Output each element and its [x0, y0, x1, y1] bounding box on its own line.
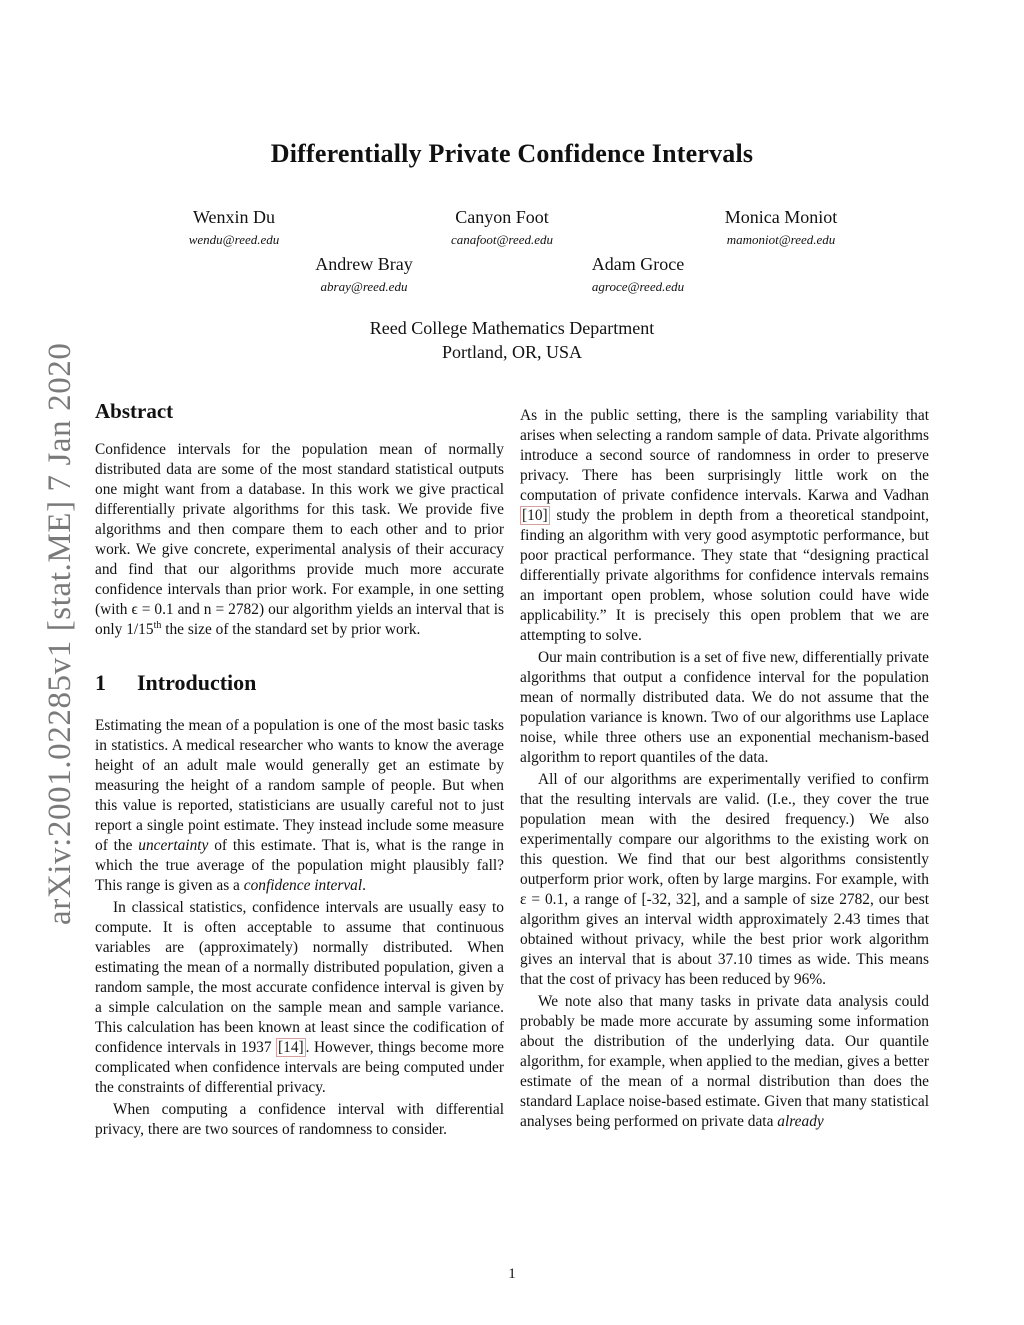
- emphasis: already: [777, 1113, 824, 1130]
- text-part: . However, things become more complicated when confidence intervals are being computed under the constraints of differential privacy.: [95, 1039, 504, 1096]
- text-part: .: [362, 877, 366, 894]
- text-part: In classical statistics, confidence intervals are usually easy to compute. It is often acceptable to assume that continuous variables are (approximately) normally distributed. When estimating the mean of a normally distributed population, given a random sample, the most accurate confidence interval is given by a simple calculation on the sample mean and sample variance. This calculation has been known at least since the codification of confidence intervals in 1937: [95, 899, 504, 1056]
- body-paragraph: All of our algorithms are experimentally verified to confirm that the resulting intervals are valid. (I.e., they cover the true population mean with the desired frequency.) We also experimentally compare our algorithms to the existing work on this question. We find that our best algorithms consistently outperform prior work, often by large margins. For example, with ε = 0.1, a range of [-32, 32], and a sample of size 2782, our best algorithm gives an interval width approximately 2.43 times that obtained without privacy, while the best prior work algorithm gives an interval that is about 37.10 times as wide. This means that the cost of privacy has been reduced by 96%.: [520, 771, 929, 988]
- author-email: wendu@reed.edu: [188, 232, 280, 247]
- intro-paragraph: [95, 716, 504, 896]
- citation-link[interactable]: [10]: [522, 507, 548, 524]
- abstract-text-part: the size of the standard set by prior work.: [161, 621, 421, 638]
- abstract-text-part: ) our algorithm yields an interval that is only 1/15: [95, 601, 504, 638]
- author-email: agroce@reed.edu: [591, 279, 685, 294]
- author-block: [289, 253, 439, 295]
- abstract-superscript: th: [153, 619, 162, 631]
- abstract-text: [95, 440, 504, 640]
- affiliation: [0, 316, 1024, 364]
- section-heading-introduction: [95, 670, 504, 696]
- author-email: mamoniot@reed.edu: [726, 232, 836, 247]
- author-block: [563, 253, 713, 295]
- author-name: Canyon Foot: [455, 207, 549, 227]
- text-part: We note also that many tasks in private data analysis could probably be made more accurate by assuming some information about the distribution of the underlying data. Our quantile algorithm, for example, when applied to the median, gives a better estimate of the mean of a normal distribution than does the standard Laplace noise-based estimate. Given that many statistical analyses being performed on private data: [520, 993, 930, 1130]
- intro-paragraph: [95, 898, 504, 1098]
- text-part: Estimating the mean of a population is one of the most basic tasks in statistics. A medical researcher who wants to know the average height of an adult male would generally get an estimate by measuring the height of a random sample of people. But when this value is reported, statisticians are usually careful not to just report a single point estimate. They instead include some measure of the: [95, 717, 504, 854]
- author-email: canafoot@reed.edu: [450, 232, 554, 247]
- author-block: [696, 206, 866, 248]
- abstract-heading: Abstract: [95, 399, 174, 423]
- page-number: 1: [508, 1266, 516, 1282]
- citation-link[interactable]: [14]: [278, 1039, 304, 1056]
- author-block: [427, 206, 577, 248]
- author-block: [159, 206, 309, 248]
- right-column: [520, 406, 929, 1132]
- body-paragraph: Our main contribution is a set of five new, differentially private algorithms that output a confidence interval for the population mean of normally distributed data. We do not assume that the population variance is known. Two of our algorithms use Laplace noise, while three others use an exponential mechanism-based algorithm to report quantiles of the data.: [520, 649, 929, 766]
- emphasis: uncertainty: [138, 837, 209, 854]
- body-paragraph: [520, 992, 929, 1132]
- author-name: Monica Moniot: [724, 207, 838, 227]
- text-part: of this estimate. That is, what is the range in which the true average of the population might plausibly fall? This range is given as a: [95, 837, 504, 894]
- text-part: study the problem in depth from a theoretical standpoint, finding an algorithm with very good asymptotic performance, but poor practical performance. They state that “designing practical differentially private algorithms for confidence intervals remains an important open problem, whose solution could have wide applicability.” It is precisely this open problem that we are attempting to solve.: [520, 507, 929, 644]
- author-name: Wenxin Du: [192, 207, 276, 227]
- abstract-text-part: Confidence intervals for the population mean of normally distributed data are some of the most standard statistical outputs one might want from a database. In this work we give practical differentially private algorithms for this task. We provide five algorithms and then compare them to each other and to prior work. We give concrete, experimental analysis of their accuracy and find that our algorithms provide much more accurate confidence intervals than prior work. For example, in one setting (with: [95, 441, 504, 618]
- author-email: abray@reed.edu: [320, 279, 408, 294]
- text-part: As in the public setting, there is the sampling variability that arises when selecting a random sample of data. Private algorithms introduce a second source of randomness in order to preserve privacy. There has been surprisingly little work on the computation of private confidence intervals. Karwa and Vadhan: [520, 407, 929, 504]
- paper-title: Differentially Private Confidence Intervals: [270, 139, 754, 168]
- abstract-math: ϵ = 0.1 and n = 2782: [131, 601, 259, 618]
- author-name: Adam Groce: [591, 254, 685, 274]
- body-paragraph: [520, 406, 929, 646]
- section-title: Introduction: [137, 670, 257, 695]
- left-column: [95, 398, 504, 1140]
- emphasis: confidence interval: [243, 877, 363, 894]
- arxiv-identifier: arXiv:2001.02285v1 [stat.ME] 7 Jan 2020: [42, 342, 78, 925]
- section-number: 1: [95, 670, 106, 695]
- affiliation-location: Portland, OR, USA: [441, 342, 582, 362]
- intro-paragraph: When computing a confidence interval with differential privacy, there are two sources of randomness to consider.: [95, 1101, 504, 1138]
- affiliation-department: Reed College Mathematics Department: [369, 318, 655, 338]
- author-name: Andrew Bray: [315, 254, 413, 274]
